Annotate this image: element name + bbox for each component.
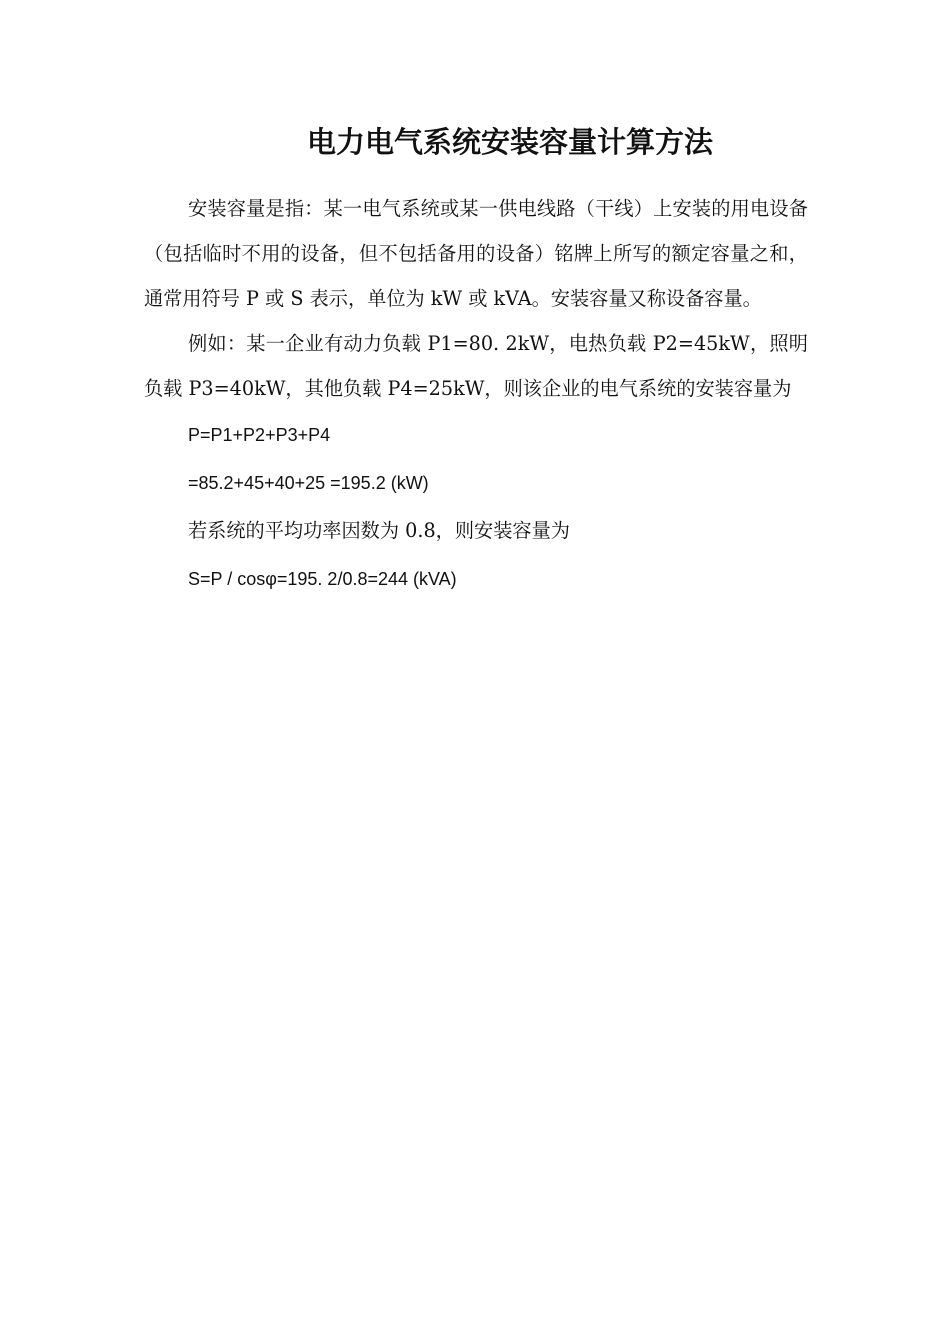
power-factor-note: 若系统的平均功率因数为 0.8，则安装容量为 <box>188 519 570 542</box>
formula-sum: P=P1+P2+P3+P4 <box>188 425 331 445</box>
formula-apparent-power: S=P / cosφ=195. 2/0.8=244 (kVA) <box>188 569 457 589</box>
paragraph-example: 例如：某一企业有动力负载 P1=80. 2kW，电热负载 P2=45kW，照明负载 P3=40kW，其他负载 P4=25kW，则该企业的电气系统的安装容量为 <box>144 332 808 400</box>
document-title: 电力电气系统安装容量计算方法 <box>306 125 713 159</box>
document-body <box>144 186 808 603</box>
formula-result: =85.2+45+40+25 =195.2 (kW) <box>188 473 429 493</box>
paragraph-definition: 安装容量是指：某一电气系统或某一供电线路（干线）上安装的用电设备（包括临时不用的设备，但不包括备用的设备）铭牌上所写的额定容量之和，通常用符号 P 或 S 表示，单位为 kW 或 kVA。安装容量又称设备容量。 <box>144 197 808 310</box>
